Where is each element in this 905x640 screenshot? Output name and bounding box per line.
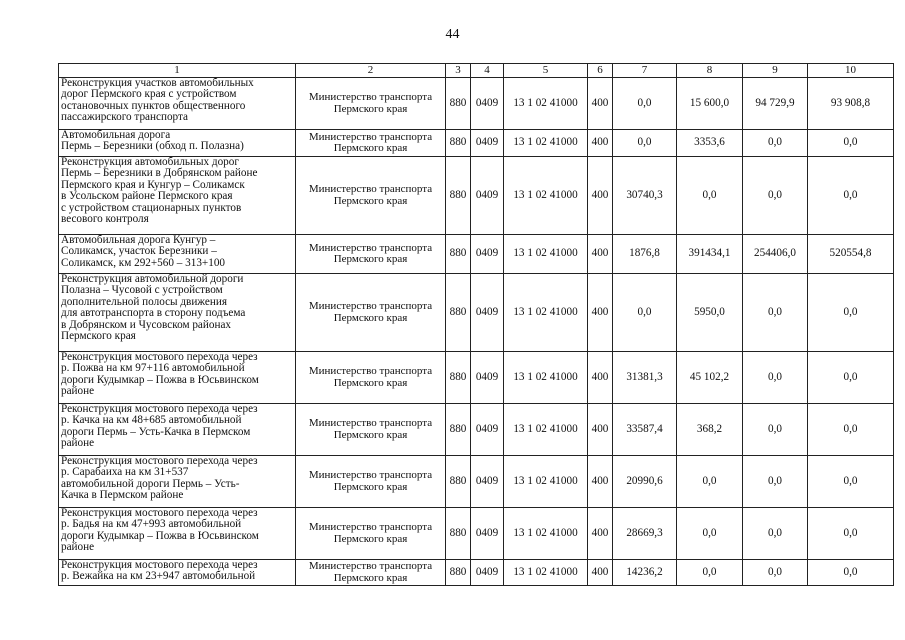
row-expense-type-cell: 400 <box>588 508 613 560</box>
row-value-cell: 45 102,2 <box>677 352 743 404</box>
row-code-cell: 880 <box>446 274 471 352</box>
table-row <box>59 456 894 508</box>
row-value-cell: 254406,0 <box>743 235 808 274</box>
row-value-cell: 0,0 <box>808 274 894 352</box>
row-value-cell: 0,0 <box>743 508 808 560</box>
row-section-cell: 0409 <box>471 352 504 404</box>
table-row <box>59 274 894 352</box>
row-org-cell: Министерство транспорта Пермского края <box>296 404 446 456</box>
row-section-cell: 0409 <box>471 456 504 508</box>
row-value-cell: 368,2 <box>677 404 743 456</box>
row-value-cell: 0,0 <box>743 157 808 235</box>
row-section-cell: 0409 <box>471 235 504 274</box>
row-value-cell: 0,0 <box>743 274 808 352</box>
row-org-cell: Министерство транспорта Пермского края <box>296 508 446 560</box>
row-section-cell: 0409 <box>471 78 504 130</box>
row-name-cell: Реконструкция мостового перехода через р. Пожва на км 97+116 автомобильной дороги Кудымкар – Пожва в Юсьвинском районе <box>59 352 296 404</box>
row-org-cell: Министерство транспорта Пермского края <box>296 274 446 352</box>
row-code-cell: 880 <box>446 78 471 130</box>
row-value-cell: 0,0 <box>808 352 894 404</box>
row-value-cell: 0,0 <box>677 508 743 560</box>
column-header: 2 <box>296 64 446 78</box>
row-org-cell: Министерство транспорта Пермского края <box>296 560 446 586</box>
table-row <box>59 508 894 560</box>
row-value-cell: 0,0 <box>743 456 808 508</box>
row-expense-type-cell: 400 <box>588 560 613 586</box>
row-target-article-cell: 13 1 02 41000 <box>504 352 588 404</box>
row-code-cell: 880 <box>446 560 471 586</box>
row-expense-type-cell: 400 <box>588 130 613 157</box>
row-value-cell: 33587,4 <box>613 404 677 456</box>
column-header: 8 <box>677 64 743 78</box>
column-header: 4 <box>471 64 504 78</box>
table-row <box>59 352 894 404</box>
table-row <box>59 235 894 274</box>
row-name-cell: Реконструкция мостового перехода через р. Сарабаиха на км 31+537 автомобильной дороги Пермь – Усть- Качка в Пермском районе <box>59 456 296 508</box>
row-name-cell: Автомобильная дорога Пермь – Березники (обход п. Полазна) <box>59 130 296 157</box>
row-value-cell: 391434,1 <box>677 235 743 274</box>
column-header: 7 <box>613 64 677 78</box>
row-code-cell: 880 <box>446 508 471 560</box>
row-name-cell: Реконструкция участков автомобильных дорог Пермского края с устройством остановочных пунктов общественного пассажирского транспорта <box>59 78 296 130</box>
row-value-cell: 0,0 <box>613 78 677 130</box>
row-value-cell: 93 908,8 <box>808 78 894 130</box>
row-target-article-cell: 13 1 02 41000 <box>504 508 588 560</box>
row-value-cell: 14236,2 <box>613 560 677 586</box>
row-section-cell: 0409 <box>471 404 504 456</box>
row-section-cell: 0409 <box>471 130 504 157</box>
header-row <box>59 64 894 78</box>
row-value-cell: 30740,3 <box>613 157 677 235</box>
row-org-cell: Министерство транспорта Пермского края <box>296 235 446 274</box>
row-expense-type-cell: 400 <box>588 352 613 404</box>
row-value-cell: 5950,0 <box>677 274 743 352</box>
row-value-cell: 20990,6 <box>613 456 677 508</box>
column-header: 6 <box>588 64 613 78</box>
row-org-cell: Министерство транспорта Пермского края <box>296 78 446 130</box>
row-name-cell: Реконструкция мостового перехода через р. Вежайка на км 23+947 автомобильной <box>59 560 296 586</box>
row-code-cell: 880 <box>446 404 471 456</box>
row-value-cell: 0,0 <box>808 456 894 508</box>
column-header: 1 <box>59 64 296 78</box>
table-row <box>59 130 894 157</box>
row-value-cell: 0,0 <box>613 130 677 157</box>
row-section-cell: 0409 <box>471 508 504 560</box>
column-header: 5 <box>504 64 588 78</box>
column-header: 3 <box>446 64 471 78</box>
page-number: 44 <box>445 27 460 42</box>
row-value-cell: 520554,8 <box>808 235 894 274</box>
row-value-cell: 28669,3 <box>613 508 677 560</box>
row-code-cell: 880 <box>446 130 471 157</box>
row-target-article-cell: 13 1 02 41000 <box>504 456 588 508</box>
row-expense-type-cell: 400 <box>588 157 613 235</box>
row-value-cell: 15 600,0 <box>677 78 743 130</box>
row-section-cell: 0409 <box>471 560 504 586</box>
row-expense-type-cell: 400 <box>588 235 613 274</box>
row-value-cell: 0,0 <box>677 560 743 586</box>
row-target-article-cell: 13 1 02 41000 <box>504 404 588 456</box>
row-value-cell: 0,0 <box>808 560 894 586</box>
row-section-cell: 0409 <box>471 274 504 352</box>
row-target-article-cell: 13 1 02 41000 <box>504 560 588 586</box>
row-value-cell: 0,0 <box>677 157 743 235</box>
row-value-cell: 0,0 <box>808 508 894 560</box>
row-value-cell: 0,0 <box>808 130 894 157</box>
row-code-cell: 880 <box>446 352 471 404</box>
row-org-cell: Министерство транспорта Пермского края <box>296 130 446 157</box>
row-value-cell: 0,0 <box>743 404 808 456</box>
row-value-cell: 31381,3 <box>613 352 677 404</box>
row-target-article-cell: 13 1 02 41000 <box>504 235 588 274</box>
row-expense-type-cell: 400 <box>588 78 613 130</box>
row-value-cell: 0,0 <box>808 157 894 235</box>
row-org-cell: Министерство транспорта Пермского края <box>296 352 446 404</box>
row-value-cell: 0,0 <box>613 274 677 352</box>
table-row <box>59 78 894 130</box>
row-code-cell: 880 <box>446 157 471 235</box>
row-target-article-cell: 13 1 02 41000 <box>504 78 588 130</box>
row-org-cell: Министерство транспорта Пермского края <box>296 456 446 508</box>
row-name-cell: Автомобильная дорога Кунгур – Соликамск, участок Березники – Соликамск, км 292+560 – 313+100 <box>59 235 296 274</box>
row-target-article-cell: 13 1 02 41000 <box>504 157 588 235</box>
budget-table <box>58 63 894 586</box>
table-row <box>59 157 894 235</box>
row-target-article-cell: 13 1 02 41000 <box>504 274 588 352</box>
row-section-cell: 0409 <box>471 157 504 235</box>
row-org-cell: Министерство транспорта Пермского края <box>296 157 446 235</box>
row-code-cell: 880 <box>446 456 471 508</box>
row-name-cell: Реконструкция автомобильных дорог Пермь – Березники в Добрянском районе Пермского края и Кунгур – Соликамск в Усольском районе Пермского края с устройством стационарных пунктов весового контроля <box>59 157 296 235</box>
row-value-cell: 0,0 <box>808 404 894 456</box>
row-name-cell: Реконструкция мостового перехода через р. Бадья на км 47+993 автомобильной дороги Кудымкар – Пожва в Юсьвинском районе <box>59 508 296 560</box>
row-expense-type-cell: 400 <box>588 456 613 508</box>
row-value-cell: 0,0 <box>743 560 808 586</box>
row-expense-type-cell: 400 <box>588 274 613 352</box>
column-header: 10 <box>808 64 894 78</box>
row-name-cell: Реконструкция автомобильной дороги Полазна – Чусовой с устройством дополнительной полосы движения для автотранспорта в сторону подъема в Добрянском и Чусовском районах Пермского края <box>59 274 296 352</box>
table-row <box>59 560 894 586</box>
row-value-cell: 0,0 <box>743 352 808 404</box>
row-expense-type-cell: 400 <box>588 404 613 456</box>
row-value-cell: 3353,6 <box>677 130 743 157</box>
row-value-cell: 94 729,9 <box>743 78 808 130</box>
row-value-cell: 0,0 <box>677 456 743 508</box>
table-row <box>59 404 894 456</box>
column-header: 9 <box>743 64 808 78</box>
row-target-article-cell: 13 1 02 41000 <box>504 130 588 157</box>
row-value-cell: 1876,8 <box>613 235 677 274</box>
row-name-cell: Реконструкция мостового перехода через р. Качка на км 48+685 автомобильной дороги Пермь – Усть-Качка в Пермском районе <box>59 404 296 456</box>
row-value-cell: 0,0 <box>743 130 808 157</box>
row-code-cell: 880 <box>446 235 471 274</box>
